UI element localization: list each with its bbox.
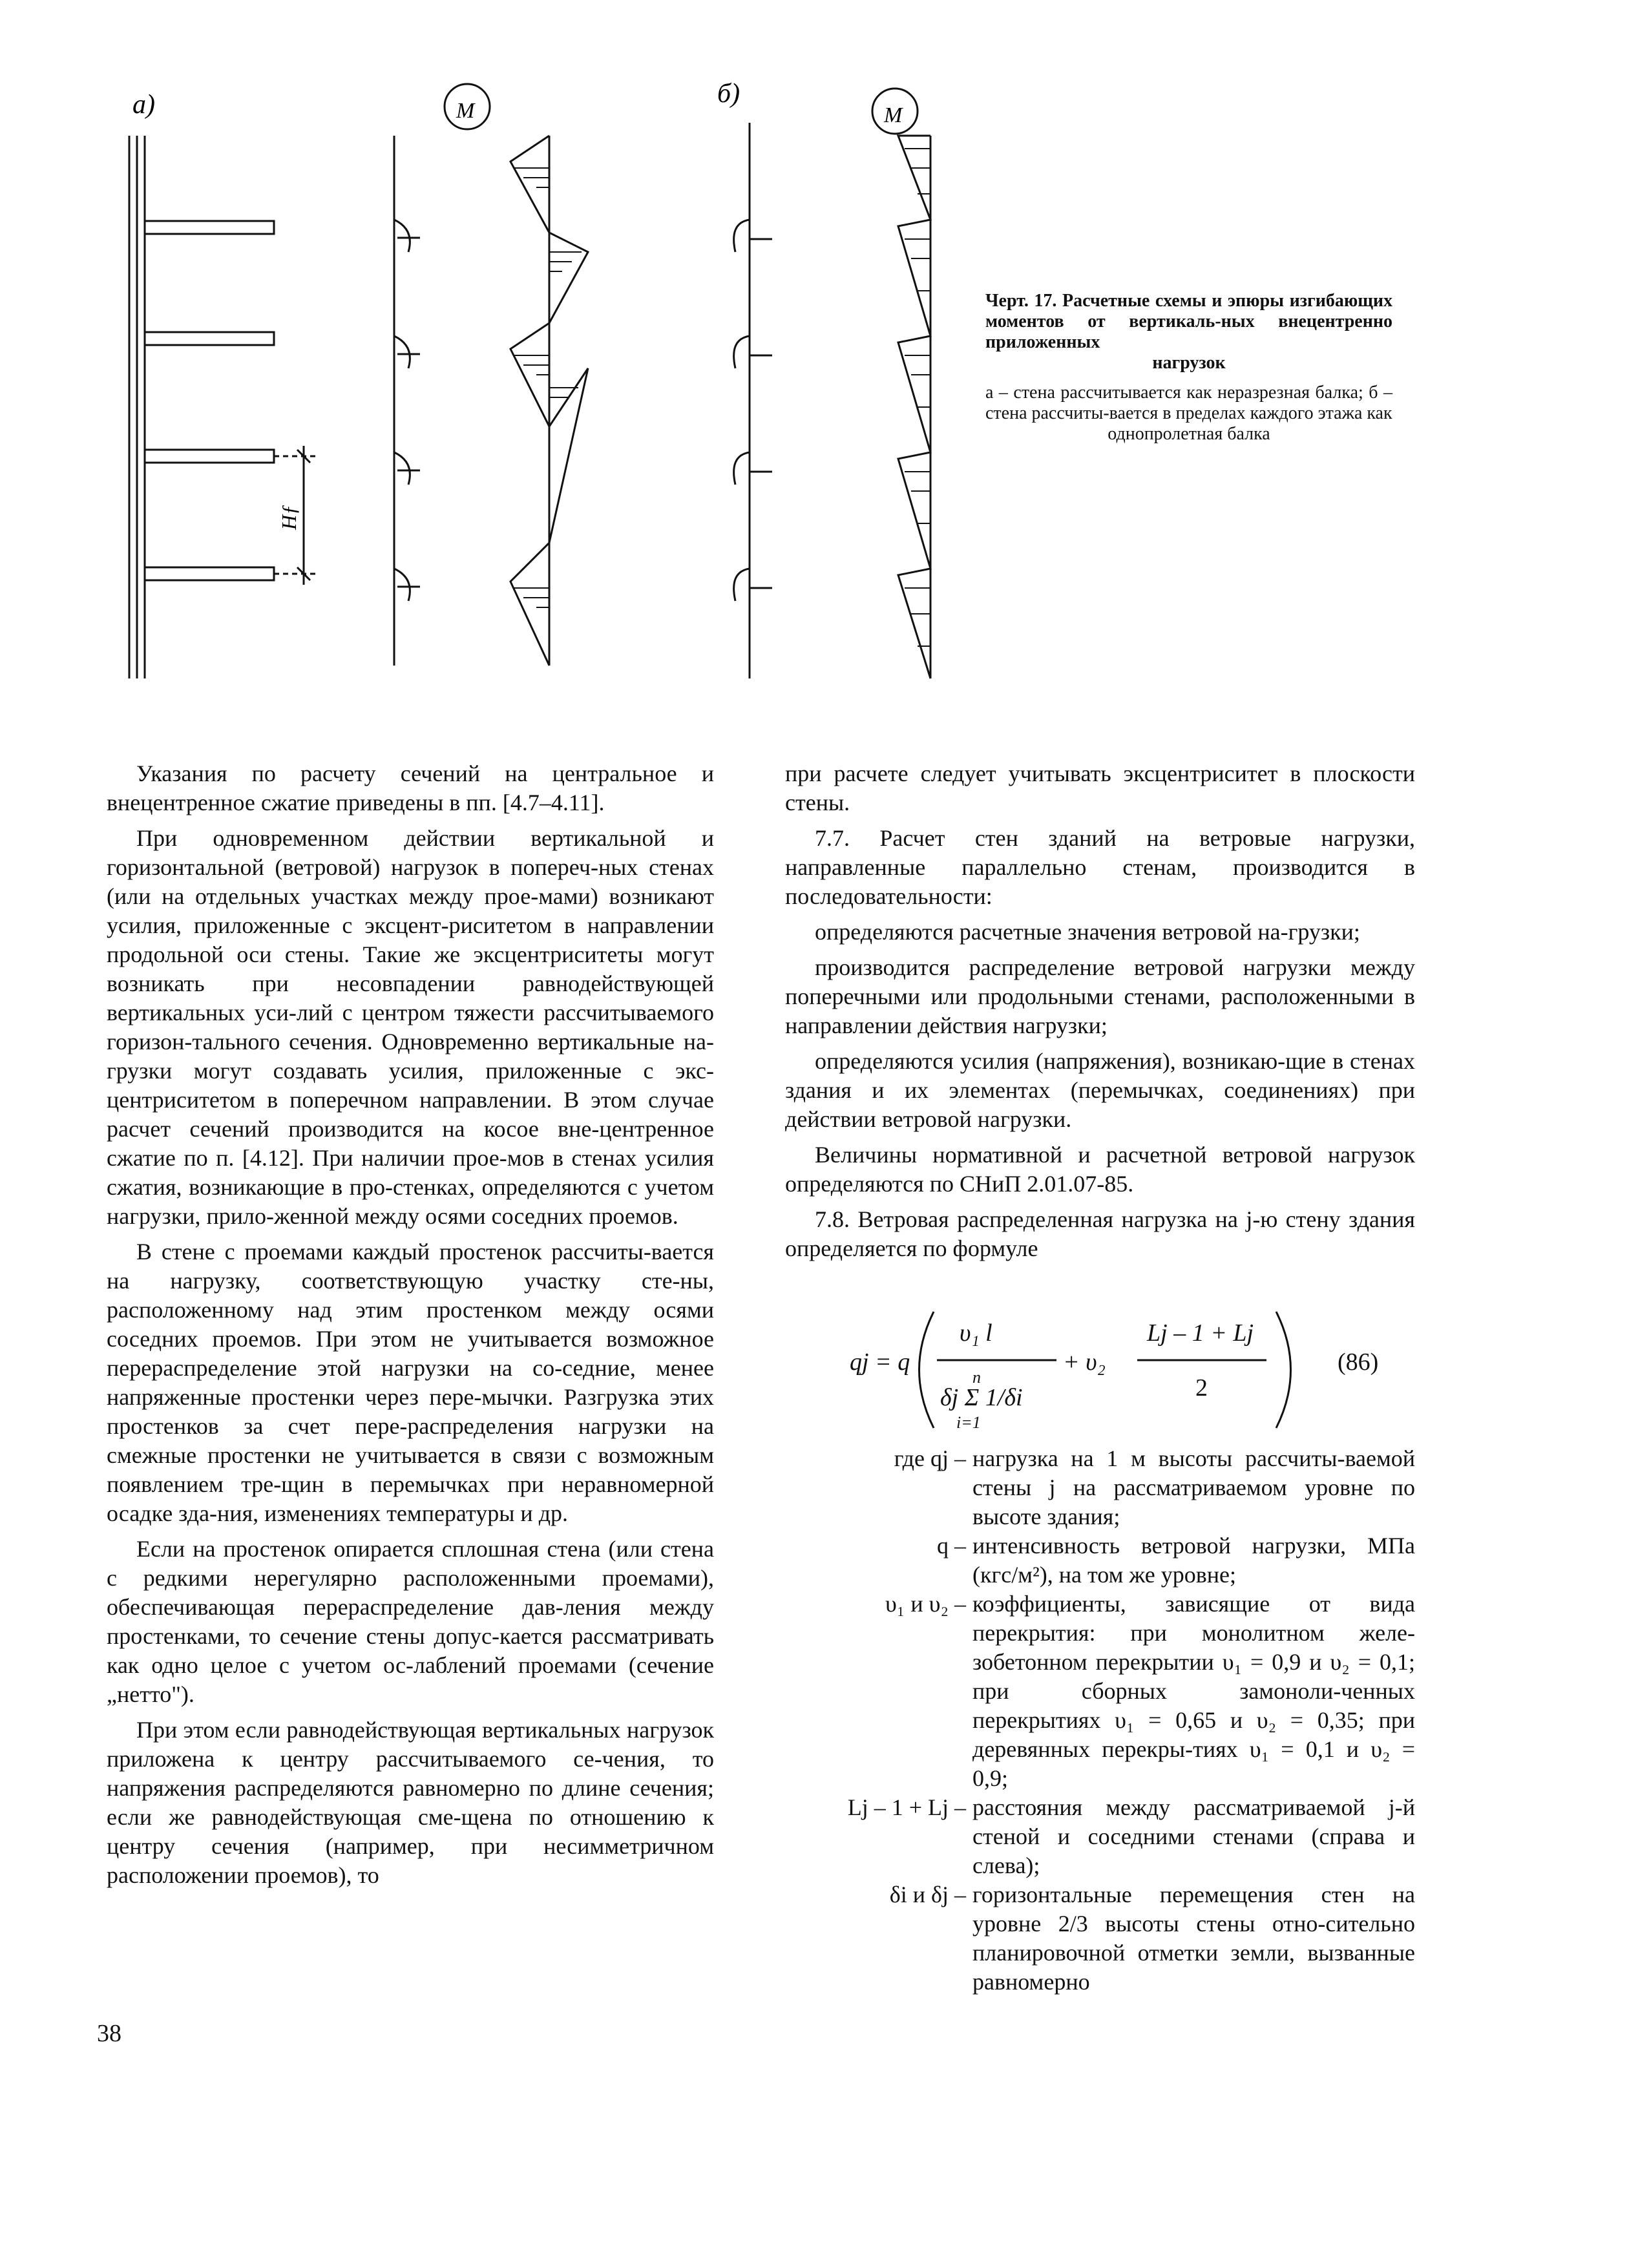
definition-text: коэффициенты, зависящие от вида перекрытия: при монолитном желе-зобетонном перекрытии υ₁ = 0,9 и υ₂ = 0,1; при сборных замоноли-ченных перекрытиях υ₁ = 0,65 и υ₂ = 0,35; при деревянных перекры-тиях υ₁ = 0,1 и υ₂ = 0,9; [972,1591,1415,1791]
definition-text: интенсивность ветровой нагрузки, МПа (кгс/м²), на том же уровне; [972,1533,1415,1588]
paragraph: 7.7. Расчет стен зданий на ветровые нагрузки, направленные параллельно стенам, производится в последовательности: [785,825,1415,909]
paragraph: 7.8. Ветровая распределенная нагрузка на j-ю стену здания определяется по формуле [785,1206,1415,1261]
definition-text: нагрузка на 1 м высоты рассчиты-ваемой стены j на рассматриваемом уровне по высоте здания; [972,1445,1415,1529]
paragraph: при расчете следует учитывать эксцентриситет в плоскости стены. [785,761,1415,815]
right-column [785,759,1415,1270]
formula-sum-bot: i=1 [956,1413,981,1432]
label-b: б) [717,79,740,109]
caption-title: Черт. 17. Расчетные схемы и эпюры изгибающих моментов от вертикаль-ных внецентренно приложенных [985,291,1392,352]
caption-title-end: нагрузок [1152,353,1226,373]
label-a: а) [132,90,155,120]
paragraph: При этом если равнодействующая вертикальных нагрузок приложена к центру рассчитываемого се-чения, то напряжения распределяются равномерно по длине сечения; если же равнодействующая сме-щена по отношению к центру сечения (например, при несимметричном расположении проемов), то [107,1717,714,1888]
paragraph: определяются расчетные значения ветровой на-грузки; [815,919,1360,945]
definition-text: расстояния между рассматриваемой j-й стеной и соседними стенами (справа и слева); [972,1794,1415,1878]
caption-description-end: однопролетная балка [1108,424,1270,444]
figure-caption [985,291,1392,445]
definition-symbol: Lj – 1 + Lj – [847,1794,966,1820]
paragraph: Указания по расчету сечений на центральное и внецентренное сжатие приведены в пп. [4.7–4.11]. [107,761,714,815]
moment-label-b: M [884,103,903,127]
formula-mid: + υ₂ [1063,1349,1106,1376]
symbol-qj: qj – [930,1445,966,1471]
definition-row [785,1793,1415,1880]
formula-sum-top: n [972,1368,981,1387]
formula-den1: δj Σ 1/δi [940,1384,1023,1411]
definition-symbol [785,1444,972,1531]
paragraph: В стене с проемами каждый простенок рассчиты-вается на нагрузку, соответствующую участку сте-ны, расположенному над этим простенком между осями соседних проемов. При этом не учитывается возможное перераспределение этой нагрузки на со-седние, менее напряженные простенки через пере-мычки. Разгрузка этих простенков за счет пере-распределения нагрузки на смежные простенки не учитывается в связи с возможным появлением тре-щин в перемычках при неравномерной осадке зда-ния, изменениях температуры и др. [107,1239,714,1526]
formula-lhs: qj = q [850,1349,910,1376]
paragraph: При одновременном действии вертикальной и горизонтальной (ветровой) нагрузок в попереч-ных стенах (или на отдельных участках между прое-мами) возникают усилия, приложенные с эксцент-риситетом в направлении продольной оси стены. Такие же эксцентриситеты могут возникать при несовпадении равнодействующей вертикальных уси-лий с центром тяжести рассчитываемого горизон-тального сечения. Одновременно вертикальные на-грузки могут создавать усилия, приложенные с экс-центриситетом в поперечном направлении. В этом случае расчет сечений производится на косое вне-центренное сжатие по п. [4.12]. При наличии прое-мов в стенах усилия сжатия, возникающие в про-стенках, определяются с учетом нагрузки, прило-женной между осями соседних проемов. [107,825,714,1229]
definition-text: горизонтальные перемещения стен на уровне 2/3 высоты стены отно-сительно планировочной отметки земли, вызванные равномерно [972,1882,1415,1995]
paragraph: Величины нормативной и расчетной ветровой нагрузок определяются по СНиП 2.01.07-85. [785,1142,1415,1197]
definitions [785,1444,1415,1997]
paragraph: Если на простенок опирается сплошная стена (или стена с редкими нерегулярно расположенными проемами), обеспечивающая перераспределение дав-ления между простенками, то сечение стены допус-кается рассматривать как одно целое с учетом ос-лаблений проемами (сечение „нетто"). [107,1536,714,1707]
formula-graphic [821,1299,1415,1441]
paragraph: производится распределение ветровой нагрузки между поперечными или продольными стенами, расположенными в направлении действия нагрузки; [785,954,1415,1038]
paragraph: определяются усилия (напряжения), возникаю-щие в стенах здания и их элементах (перемычках, соединениях) при действии ветровой нагрузки. [785,1048,1415,1132]
definition-symbol: q – [937,1533,966,1559]
definition-row [785,1880,1415,1997]
formula-den2: 2 [1195,1374,1208,1402]
definition-row [785,1531,1415,1590]
hf-label: Hƒ [277,504,300,530]
definition-row [785,1444,1415,1531]
left-column [107,759,714,1896]
formula-number: (86) [1338,1349,1379,1376]
bending-moment-diagrams [97,65,1002,698]
caption-description: а – стена рассчитывается как неразрезная балка; б – стена рассчиты-вается в пределах каждого этажа как [985,383,1392,423]
formula-num2: Lj – 1 + Lj [1147,1319,1254,1347]
formula-86 [821,1299,1415,1441]
definition-symbol: υ₁ и υ₂ – [885,1591,966,1617]
definition-symbol: δi и δj – [889,1882,966,1907]
definition-row [785,1590,1415,1793]
page-number: 38 [97,2020,121,2047]
formula-num1: υ₁ l [960,1319,993,1347]
where-word: где [894,1445,925,1471]
moment-label-a: M [456,99,475,123]
